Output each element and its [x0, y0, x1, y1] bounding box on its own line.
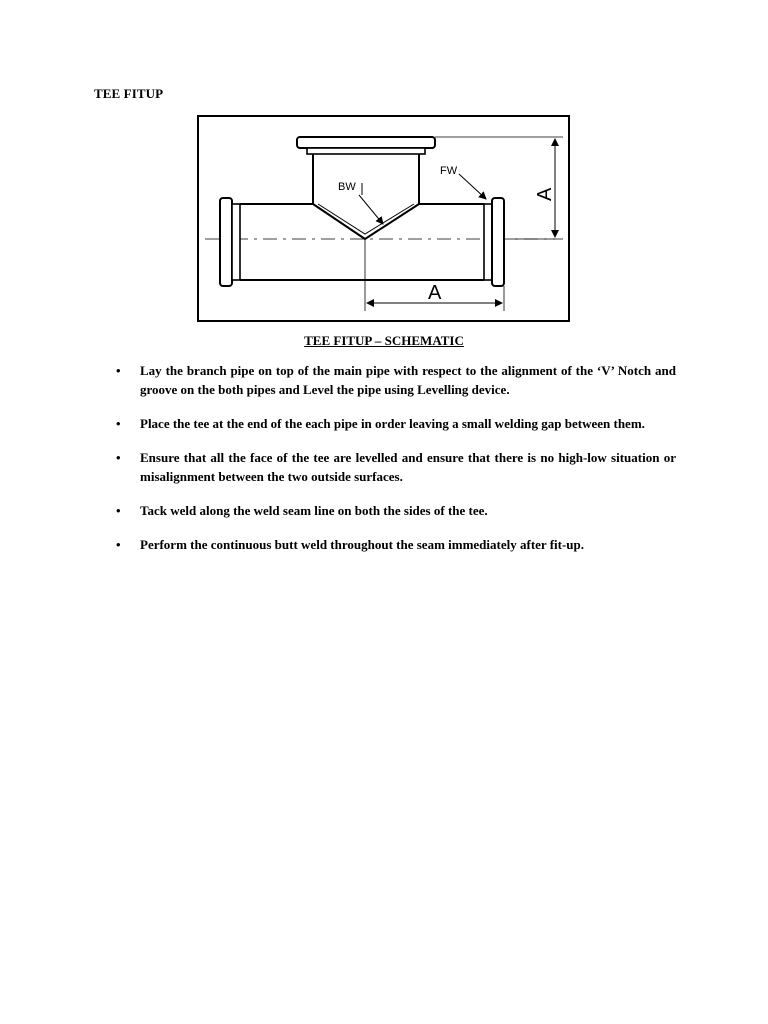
branch-flange-neck	[307, 148, 425, 154]
bullet: •	[116, 503, 121, 518]
bullet: •	[116, 416, 121, 431]
bullet: •	[116, 537, 121, 552]
step-text: Tack weld along the weld seam line on both the sides of the tee.	[140, 503, 488, 518]
dim-horizontal-label: A	[428, 282, 442, 304]
bw-label: BW	[338, 181, 356, 193]
step-text: Ensure that all the face of the tee are levelled and ensure that there is no high-low situation or misalignment between the two outside surfaces.	[140, 450, 676, 484]
step-text: Lay the branch pipe on top of the main pipe with respect to the alignment of the ‘V’ Notch and groove on the both pipes and Level the pipe using Levelling device.	[140, 363, 676, 397]
step-text: Place the tee at the end of the each pipe in order leaving a small welding gap between them.	[140, 416, 645, 431]
branch-flange	[297, 137, 435, 148]
schematic-drawing	[197, 115, 570, 322]
bullet: •	[116, 363, 121, 378]
v-notch-seam-inner	[318, 204, 414, 234]
figure-caption: TEE FITUP – SCHEMATIC	[304, 333, 464, 348]
list-item	[116, 361, 676, 399]
list-item	[116, 414, 676, 433]
fw-label: FW	[440, 165, 458, 177]
left-flange-neck	[232, 204, 240, 280]
step-text: Perform the continuous butt weld throughout the seam immediately after fit-up.	[140, 537, 585, 552]
page-heading: TEE FITUP	[94, 86, 164, 101]
bullet: •	[116, 450, 121, 465]
tee-fitup-schematic	[197, 115, 570, 322]
dim-vertical-label: A	[534, 187, 556, 201]
list-item	[116, 535, 676, 554]
fw-leader-arrow	[459, 174, 486, 199]
right-flange	[492, 198, 504, 286]
left-flange	[220, 198, 232, 286]
bw-leader-arrow	[359, 195, 383, 224]
right-flange-neck	[484, 204, 492, 280]
list-item	[116, 501, 676, 520]
fitup-steps-list	[116, 361, 676, 569]
list-item	[116, 448, 676, 486]
